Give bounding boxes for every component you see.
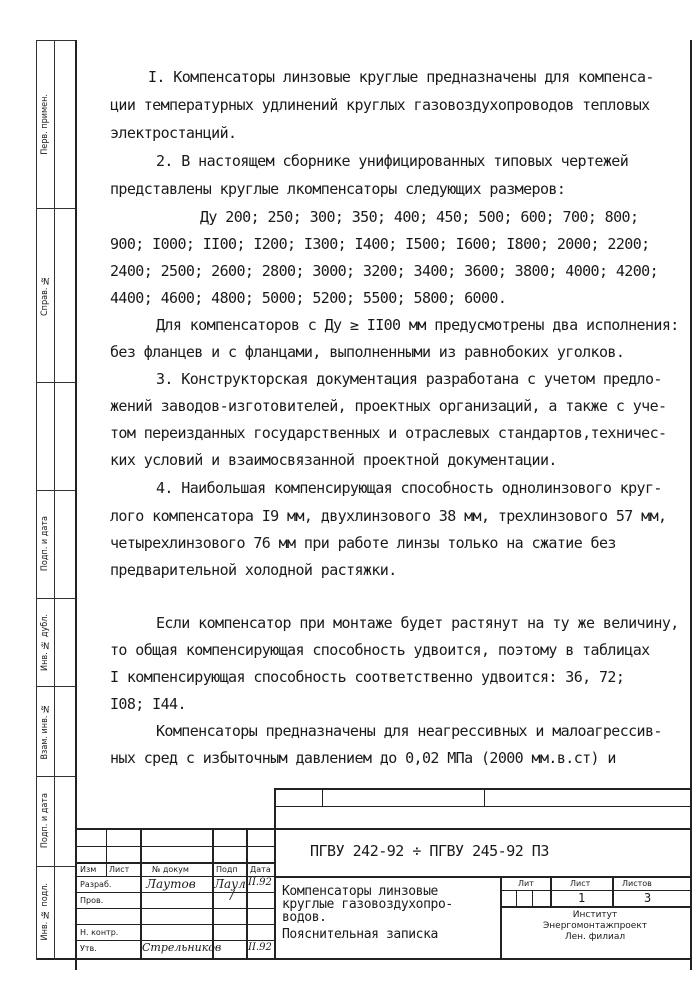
text-line: I08; I44. (110, 695, 186, 713)
role-approver: Утв. (80, 944, 97, 953)
sheets-value: 3 (644, 891, 652, 905)
developer-signature: Лаул (214, 877, 246, 891)
stamp-line (612, 876, 614, 906)
document-title-line: Компенсаторы линзовые (282, 884, 438, 899)
text-line: представлены круглые лкомпенсаторы следующих размеров: (110, 180, 566, 198)
document-title-line: водов. (282, 910, 327, 925)
page-frame-left (75, 40, 77, 970)
col-header-doc-no: № докум (152, 865, 189, 874)
stamp-line (274, 788, 690, 790)
stamp-line (212, 828, 214, 958)
stamp-line (246, 828, 248, 958)
stamp-line (516, 890, 517, 906)
sheet-value: 1 (578, 891, 586, 905)
stamp-line (140, 828, 142, 958)
stamp-line (274, 806, 690, 807)
developer-date: II.92 (248, 877, 272, 888)
stamp-line (500, 906, 690, 908)
margin-rule (36, 382, 75, 383)
stamp-line (76, 892, 274, 893)
text-line: Ду 200; 250; 300; 350; 400; 450; 500; 600; 700; 800; (200, 208, 639, 226)
page-frame-right (690, 40, 692, 970)
stamp-line (550, 876, 552, 906)
approver-date: II.92 (248, 942, 272, 953)
text-line: 4400; 4600; 4800; 5000; 5200; 5500; 5800; 6000. (110, 289, 507, 307)
stamp-line (106, 828, 107, 876)
text-line: без фланцев и с фланцами, выполненными из равнобоких уголков. (110, 343, 625, 361)
text-line: ции температурных удлинений круглых газовоздухопроводов тепловых (110, 96, 650, 114)
stamp-line (76, 908, 274, 909)
col-header-sheet: Лист (109, 865, 130, 874)
text-line: 2400; 2500; 2600; 2800; 3000; 3200; 3400; 3600; 3800; 4000; 4200; (110, 262, 659, 280)
document-code: ПГВУ 242-92 ÷ ПГВУ 245-92 ПЗ (310, 842, 549, 860)
checker-signature-mark: / (230, 888, 235, 902)
org-line: Лен. филиал (564, 932, 626, 942)
stamp-line (76, 828, 690, 830)
text-line: I компенсирующая способность соответственно удвоится: 36, 72; (110, 668, 625, 686)
stamp-line (500, 890, 690, 891)
col-header-date: Дата (250, 865, 271, 874)
text-line: жений заводов-изготовителей, проектных организаций, а также с уче- (110, 397, 667, 415)
text-line: электростанций. (110, 124, 237, 142)
stamp-line (322, 788, 323, 806)
approver-name: Стрельников (142, 941, 222, 954)
text-line: четырехлинзового 76 мм при работе линзы только на сжатие без (110, 534, 616, 552)
margin-label-first-use: Перв. примен. (40, 93, 50, 155)
text-line: ных сред с избыточным давлением до 0,02 МПа (2000 мм.в.ст) и (110, 749, 616, 767)
margin-label-original-inv: Инв. № подл. (40, 883, 50, 941)
text-line: I. Компенсаторы линзовые круглые предназначены для компенса- (148, 68, 654, 86)
sheet-label: Лист (570, 879, 591, 888)
text-line: 3. Конструкторская документация разработана с учетом предло- (156, 370, 662, 388)
text-line: Если компенсатор при монтаже будет растянут на ту же величину, (156, 614, 679, 632)
stamp-line (484, 788, 485, 806)
stamp-line (532, 890, 533, 906)
text-line: Компенсаторы предназначены для неагрессивных и малоагрессив- (156, 722, 662, 740)
document-title-line: круглые газовоздухопро- (282, 897, 453, 912)
stamp-line (274, 788, 276, 958)
text-line: предварительной холодной растяжки. (110, 561, 397, 579)
text-line: то общая компенсирующая способность удвоится, поэтому в таблицах (110, 641, 650, 659)
role-norm-control: Н. контр. (80, 928, 119, 937)
page-frame-bottom (36, 958, 691, 960)
role-checker: Пров. (80, 896, 104, 905)
margin-label-replace-inv: Взам. инв. № (40, 702, 50, 760)
margin-label-reference-no: Справ. № (40, 274, 50, 316)
stamp-line (274, 876, 690, 878)
col-header-change: Изм (80, 865, 97, 874)
margin-label-sign-date: Подп. и дата (40, 793, 50, 849)
margin-line (54, 40, 55, 960)
developer-name: Лаутов (146, 877, 196, 891)
sheets-label: Листов (622, 879, 652, 888)
lit-label: Лит (518, 879, 534, 888)
stamp-line (76, 924, 274, 925)
text-line: 4. Наибольшая компенсирующая способность однолинзового круг- (156, 479, 662, 497)
document-title-line: Пояснительная записка (282, 927, 438, 942)
org-line: Энергомонтажпроект (542, 921, 648, 931)
text-line: том переизданных государственных и отраслевых стандартов,техничес- (110, 424, 667, 442)
col-header-signature: Подп (216, 865, 238, 874)
text-line: ких условий и взаимосвязанной проектной документации. (110, 451, 557, 469)
text-line: Для компенсаторов с Ду ≥ II00 мм предусмотрены два исполнения: (156, 316, 679, 334)
text-line: лого компенсатора I9 мм, двухлинзового 38 мм, трехлинзового 57 мм, (110, 507, 667, 525)
role-developer: Разраб. (80, 880, 112, 889)
text-line: 2. В настоящем сборнике унифицированных типовых чертежей (156, 152, 629, 170)
org-line: Институт (572, 910, 618, 920)
text-line: 900; I000; II00; I200; I300; I400; I500; I600; I800; 2000; 2200; (110, 235, 650, 253)
margin-label-duplicate-inv: Инв. № дубл. (40, 613, 50, 671)
margin-label-sign-date: Подп. и дата (40, 516, 50, 572)
